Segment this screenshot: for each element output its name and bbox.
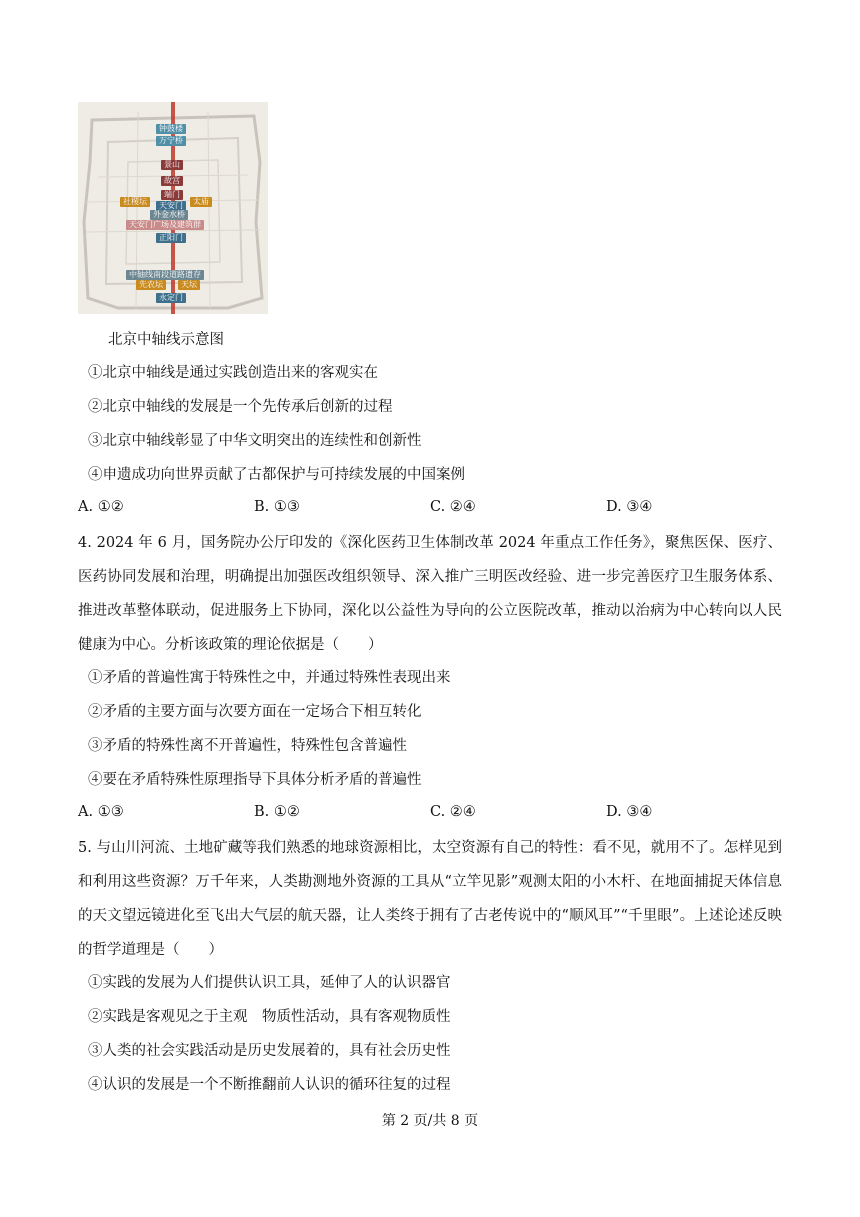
q4-item-2: ②矛盾的主要方面与次要方面在一定场合下相互转化 — [88, 704, 422, 720]
q3-option-d[interactable]: D. ③④ — [606, 499, 653, 515]
map-label: 景山 — [161, 160, 183, 170]
map-caption: 北京中轴线示意图 — [108, 332, 224, 348]
q5-item-3: ③人类的社会实践活动是历史发展着的，具有社会历史性 — [88, 1043, 451, 1059]
map-label: 中轴线南段道路遗存 — [126, 270, 204, 280]
map-label: 社稷坛 — [120, 197, 150, 207]
map-label: 钟鼓楼 — [156, 124, 186, 134]
map-label: 天安门广场及建筑群 — [126, 220, 204, 230]
q3-item-1: ①北京中轴线是通过实践创造出来的客观实在 — [88, 365, 378, 381]
map-label: 万宁桥 — [156, 136, 186, 146]
q4-options — [78, 804, 778, 824]
q3-options — [78, 499, 778, 519]
q5-item-4: ④认识的发展是一个不断推翻前人认识的循环往复的过程 — [88, 1077, 451, 1093]
q4-option-a[interactable]: A. ①③ — [78, 804, 124, 820]
q3-item-2: ②北京中轴线的发展是一个先传承后创新的过程 — [88, 399, 393, 415]
q4-option-d[interactable]: D. ③④ — [606, 804, 653, 820]
map-label: 正阳门 — [156, 233, 186, 243]
map-label: 端门 — [161, 190, 183, 200]
q4-stem: 4. 2024 年 6 月，国务院办公厅印发的《深化医药卫生体制改革 2024 年重点工作任务》，聚焦医保、医疗、医药协同发展和治理，明确提出加强医改组织领导、深入推广三明医改经验、进一步完善医疗卫生服务体系、推进改革整体联动，促进服务上下协同，深化以公益性为导向的公立医院改革，推动以治病为中心转向以人民健康为中心。分析该政策的理论依据是（ ） — [78, 535, 782, 653]
map-label: 先农坛 — [136, 280, 166, 290]
map-label: 太庙 — [190, 197, 212, 207]
map-label: 永定门 — [156, 293, 186, 303]
q4-item-3: ③矛盾的特殊性离不开普遍性，特殊性包含普遍性 — [88, 738, 407, 754]
q4-item-4: ④要在矛盾特殊性原理指导下具体分析矛盾的普遍性 — [88, 772, 422, 788]
map-label: 外金水桥 — [150, 210, 188, 220]
page-footer: 第 2 页/共 8 页 — [381, 1113, 479, 1129]
q3-option-c[interactable]: C. ②④ — [430, 499, 476, 515]
q4-option-b[interactable]: B. ①② — [254, 804, 300, 820]
q3-item-3: ③北京中轴线彰显了中华文明突出的连续性和创新性 — [88, 433, 422, 449]
beijing-central-axis-map — [78, 102, 268, 314]
q3-item-4: ④申遗成功向世界贡献了古都保护与可持续发展的中国案例 — [88, 467, 465, 483]
map-label: 天坛 — [178, 280, 200, 290]
map-label: 故宫 — [161, 176, 183, 186]
q4-option-c[interactable]: C. ②④ — [430, 804, 476, 820]
map-label: 天安门 — [156, 201, 186, 211]
q5-item-2: ②实践是客观见之于主观 物质性活动，具有客观物质性 — [88, 1009, 451, 1025]
q3-option-a[interactable]: A. ①② — [78, 499, 124, 515]
q5-item-1: ①实践的发展为人们提供认识工具，延伸了人的认识器官 — [88, 975, 451, 991]
q3-option-b[interactable]: B. ①③ — [254, 499, 300, 515]
q5-stem: 5. 与山川河流、土地矿藏等我们熟悉的地球资源相比，太空资源有自己的特性：看不见，就用不了。怎样见到和利用这些资源？万千年来，人类勘测地外资源的工具从“立竿见影”观测太阳的小木杆、在地面捕捉天体信息的天文望远镜进化至飞出大气层的航天器，让人类终于拥有了古老传说中的“顺风耳”“千里眼”。上述论述反映的哲学道理是（ ） — [78, 840, 782, 958]
q4-item-1: ①矛盾的普遍性寓于特殊性之中，并通过特殊性表现出来 — [88, 670, 451, 686]
